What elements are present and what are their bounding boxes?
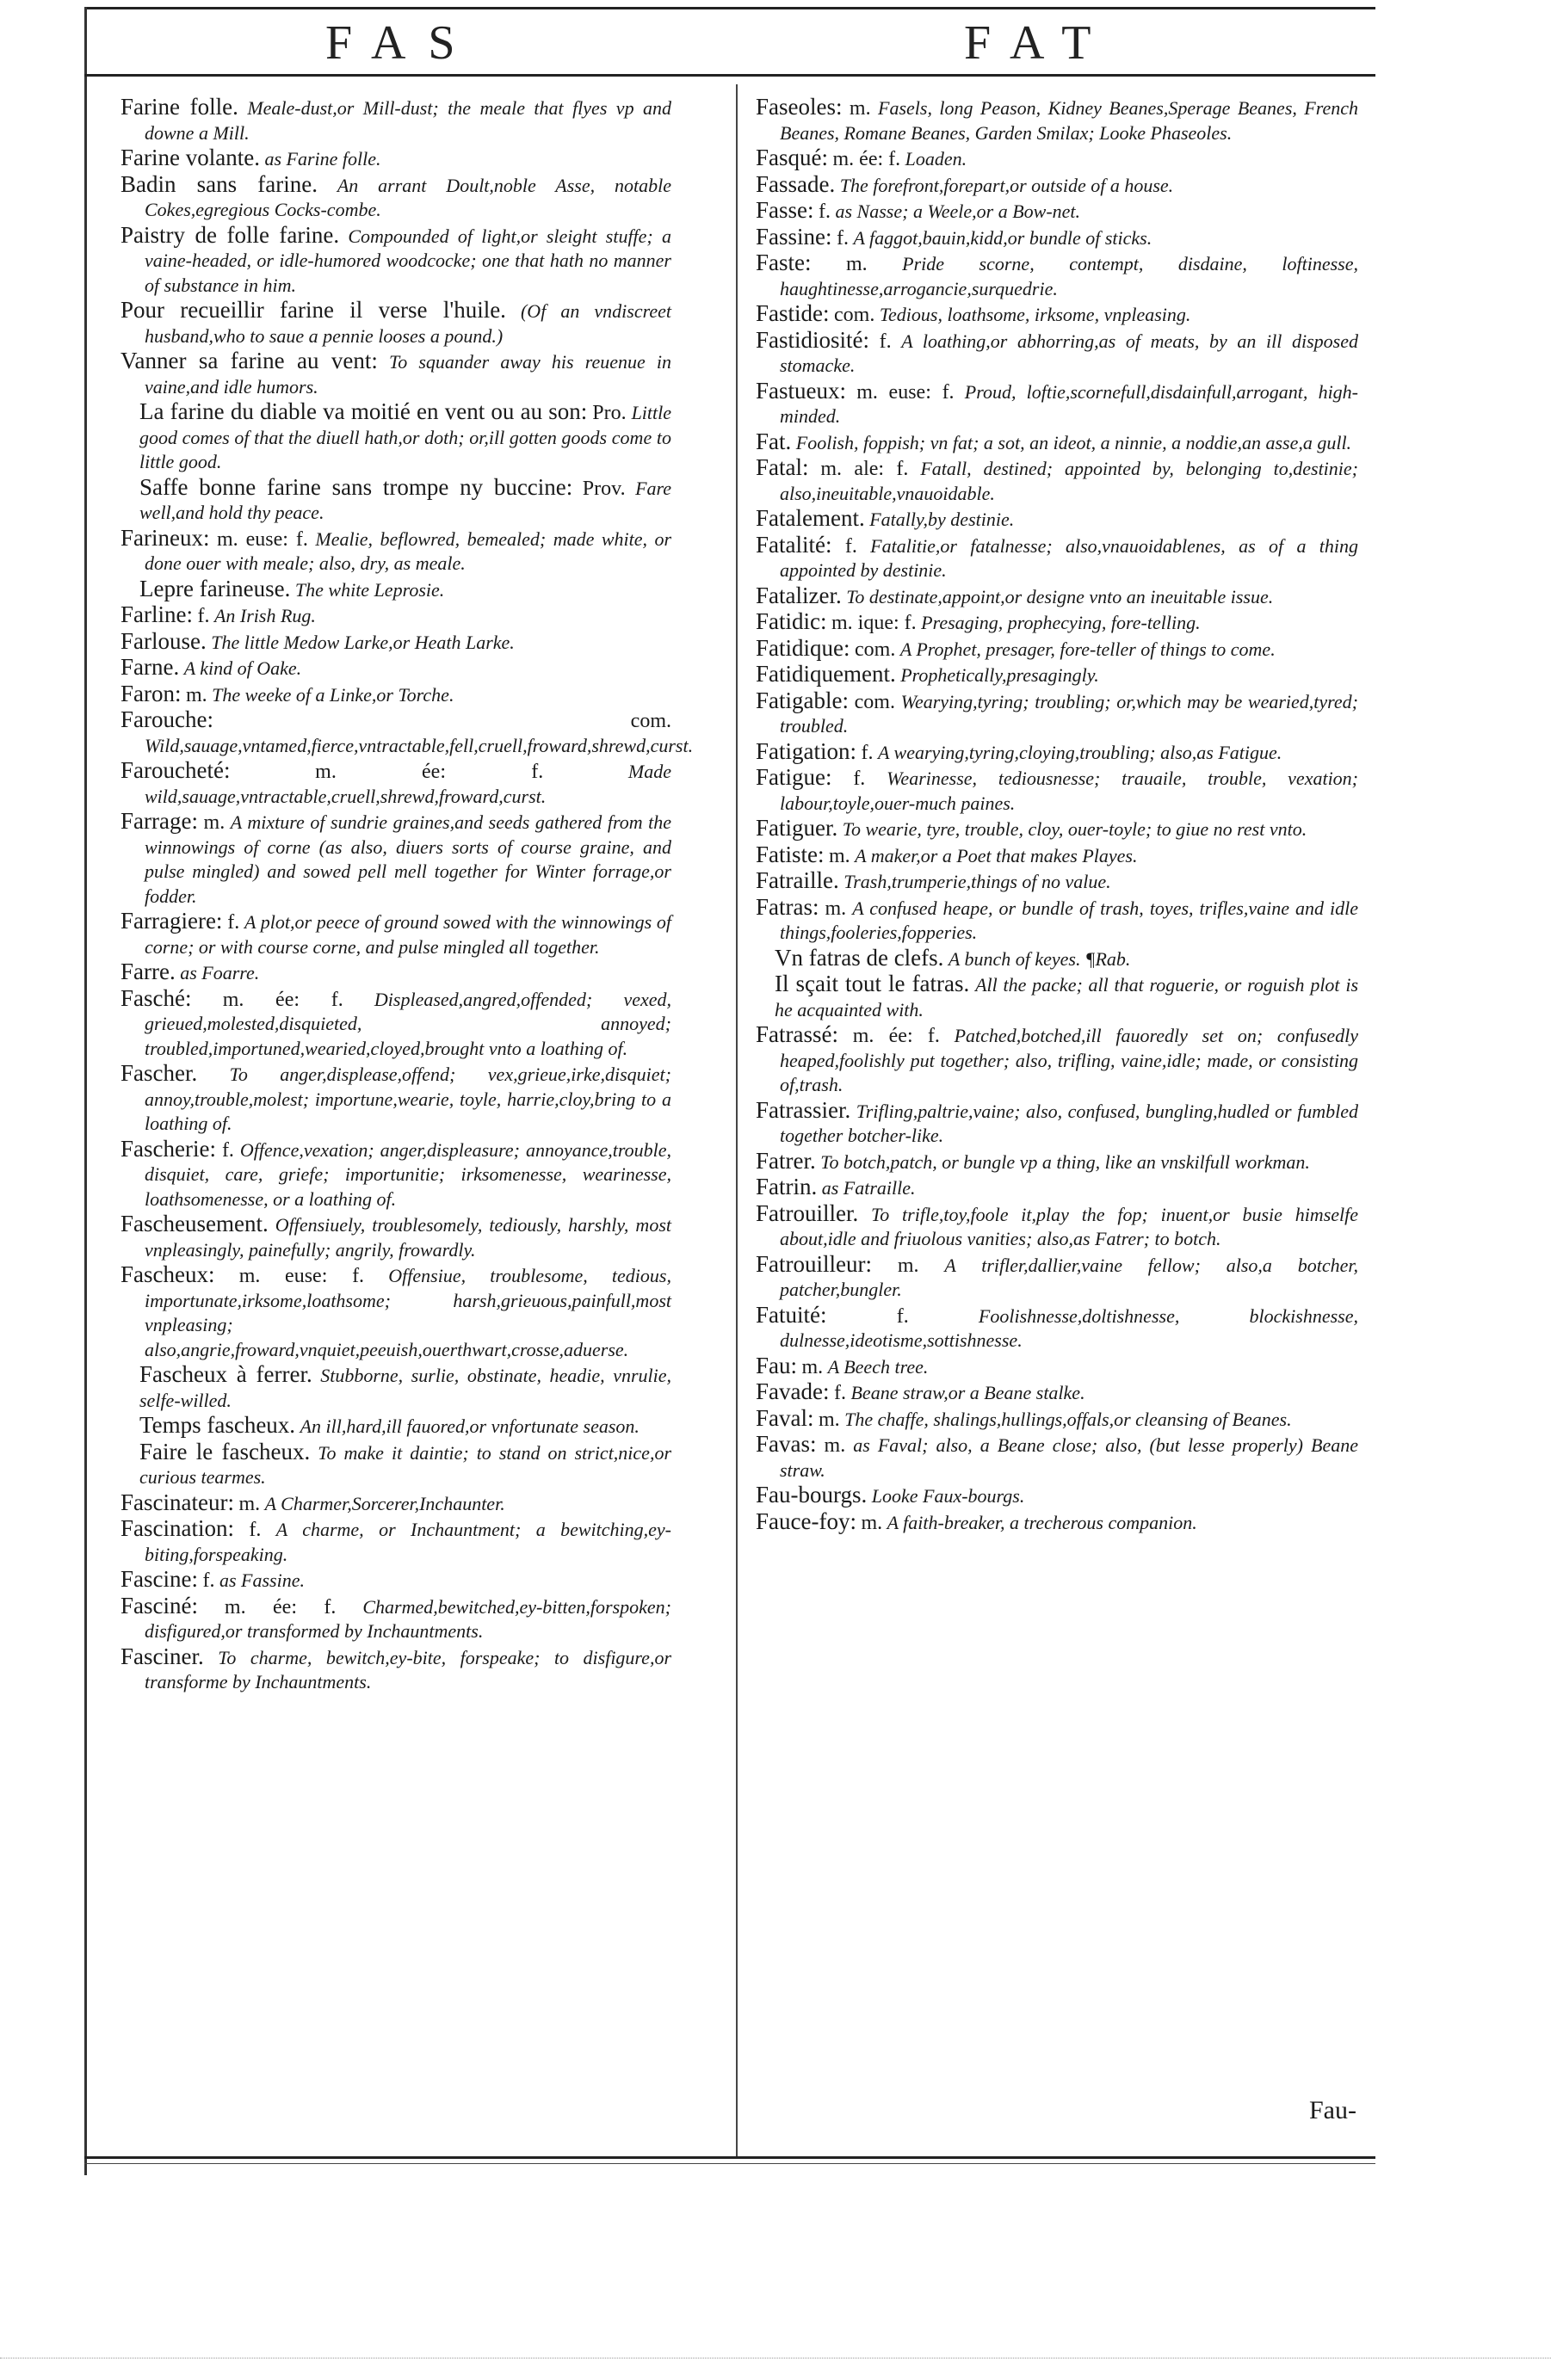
grammar-note: m. ée: f.: [832, 148, 901, 170]
grammar-note: m. euse: f.: [216, 527, 308, 551]
dictionary-entry: [756, 636, 1358, 663]
definition: To squander away his reuenue in vaine,and idle humors.: [145, 351, 671, 398]
dictionary-entry: [120, 1137, 671, 1212]
grammar-note: m. ée: f.: [222, 988, 343, 1011]
headword: Fascheusement.: [120, 1211, 269, 1236]
definition: A wearying,tyring,cloying,troubling; also,as Fatigue.: [878, 741, 1282, 763]
dictionary-entry: [756, 1252, 1358, 1303]
definition: Fare well,and hold thy peace.: [139, 477, 672, 523]
headword: Fasciner.: [120, 1643, 204, 1669]
definition: Fasels, long Peason, Kidney Beanes,Sperage Beanes, French Beanes, Romane Beanes, Garden Smilax; Looke Phaseoles.: [780, 97, 1359, 144]
headword: Fascher.: [120, 1060, 198, 1086]
grammar-note: m. ée: f.: [224, 1595, 337, 1619]
dictionary-entry: [756, 1353, 1358, 1380]
dictionary-entry: [756, 1201, 1358, 1252]
right-column: [756, 95, 1358, 1535]
dictionary-entry: [120, 95, 671, 145]
headword: Farline:: [120, 601, 193, 627]
dictionary-entry: [120, 526, 671, 577]
dictionary-entry: [756, 250, 1358, 301]
headword: Fasché:: [120, 984, 192, 1011]
headword: Favade:: [756, 1378, 830, 1404]
running-header: [84, 15, 1375, 76]
headword: Fasse:: [756, 197, 814, 223]
grammar-note: m. ale: f.: [820, 458, 909, 480]
grammar-note: f.: [879, 330, 892, 353]
headword: Faste:: [756, 250, 812, 275]
dictionary-entry: [756, 842, 1358, 869]
headword: Fatidic:: [756, 608, 827, 634]
definition: A Charmer,Sorcerer,Inchaunter.: [264, 1492, 505, 1514]
header-rule: [84, 74, 1375, 77]
headword: Fascheux à ferrer.: [139, 1361, 312, 1387]
dictionary-entry: [756, 1379, 1358, 1406]
headword: Fascherie:: [120, 1135, 216, 1162]
headword: Fassine:: [756, 223, 832, 250]
definition: A bunch of keyes. ¶Rab.: [948, 947, 1131, 970]
definition: Looke Faux-bourgs.: [871, 1485, 1025, 1507]
dictionary-entry: [756, 95, 1358, 145]
dictionary-entry: [756, 609, 1358, 636]
definition: Little good comes of that the diuell hath,or doth; or,ill gotten goods come to little good.: [139, 402, 672, 472]
dictionary-entry: [120, 475, 671, 526]
headword: Fatal:: [756, 454, 809, 480]
headword: Fastidiosité:: [756, 326, 870, 353]
headword: Fatiste:: [756, 841, 825, 867]
headword: Fasqué:: [756, 145, 828, 170]
headword: Fatalité:: [756, 531, 832, 558]
definition: The little Medow Larke,or Heath Larke.: [211, 631, 515, 653]
headword: Fassade.: [756, 170, 836, 197]
headword: Farine volante.: [120, 145, 260, 170]
headword: Lepre farineuse.: [139, 575, 291, 601]
running-head-left: FAS: [325, 16, 478, 70]
definition: Trash,trumperie,things of no value.: [843, 871, 1111, 892]
dictionary-entry: [120, 1061, 671, 1137]
headword: Fascination:: [120, 1515, 234, 1541]
dictionary-entry: [756, 172, 1358, 199]
headword: Badin sans farine.: [120, 170, 318, 197]
headword: Farine folle.: [120, 94, 238, 120]
headword: Fatalizer.: [756, 582, 842, 608]
headword: Fatuité:: [756, 1301, 827, 1328]
dictionary-entry: [756, 868, 1358, 895]
headword: Vn fatras de clefs.: [775, 944, 944, 971]
headword: Fatrassier.: [756, 1096, 851, 1123]
headword: Fatiguer.: [756, 815, 838, 841]
definition: (Of an vndiscreet husband,who to saue a pennie looses a pound.): [145, 300, 671, 347]
dictionary-entry: [120, 681, 671, 708]
grammar-note: m. ique: f.: [831, 612, 917, 634]
headword: Farouche:: [120, 706, 213, 732]
headword: Favas:: [756, 1431, 817, 1457]
dictionary-entry: [120, 1413, 671, 1440]
headword: Fat.: [756, 428, 792, 454]
headword: Fatrouilleur:: [756, 1250, 872, 1277]
definition: A mixture of sundrie graines,and seeds gathered from the winnowings of corne (as also, diuers sorts of course graine, and pulse mingled) and sowed pell mell together for Winter forrage,or fodder.: [145, 811, 672, 907]
definition: To charme, bewitch,ey-bite, forspeake; to disfigure,or transforme by Inchauntments.: [145, 1646, 672, 1693]
grammar-note: f.: [227, 911, 240, 934]
definition: Fatalitie,or fatalnesse; also,vnauoidablenes, as of a thing appointed by destinie.: [780, 534, 1359, 581]
definition: A charme, or Inchauntment; a bewitching,ey-biting,forspeaking.: [145, 1519, 671, 1565]
definition: A Beech tree.: [827, 1355, 929, 1378]
dictionary-entry: [756, 1022, 1358, 1098]
dictionary-entry: [756, 1303, 1358, 1353]
dictionary-entry: [756, 328, 1358, 379]
headword: Fatrin.: [756, 1174, 818, 1199]
dictionary-entry: [120, 602, 671, 629]
dictionary-entry: [756, 765, 1358, 816]
grammar-note: f.: [844, 534, 857, 558]
definition: Trifling,paltrie,vaine; also, confused, bungling,hudled or fumbled together botcher-like.: [780, 1100, 1358, 1146]
headword: Farre.: [120, 959, 176, 984]
dictionary-entry: [756, 429, 1358, 456]
definition: Wearinesse, tediousnesse; trauaile, trouble, vexation; labour,toyle,ouer-much paines.: [780, 768, 1359, 814]
definition: as Fassine.: [219, 1569, 305, 1591]
dictionary-entry: [120, 348, 671, 399]
definition: To trifle,toy,foole it,play the fop; inuent,or busie himselfe about,idle and friuolous vanities; also,as Fatrer; to botch.: [780, 1203, 1359, 1249]
dictionary-entry: [120, 172, 671, 223]
grammar-note: f.: [221, 1138, 234, 1162]
definition: To make it daintie; to stand on strict,nice,or curious tearmes.: [139, 1441, 672, 1488]
column-separator: [736, 84, 738, 2158]
definition: A plot,or peece of ground sowed with the winnowings of corne; or with course corne, and pulse mingled all together.: [145, 911, 672, 958]
grammar-note: f.: [197, 605, 210, 627]
definition: Prophetically,presagingly.: [900, 664, 1099, 686]
headword: Fatras:: [756, 893, 819, 920]
definition: A faith-breaker, a trecherous companion.: [887, 1511, 1197, 1533]
definition: Foolishnesse,doltishnesse, blockishnesse, dulnesse,ideotisme,sottishnesse.: [780, 1304, 1358, 1351]
grammar-note: f.: [896, 1304, 909, 1328]
dictionary-entry: [120, 959, 671, 986]
headword: Fatigation:: [756, 737, 856, 764]
grammar-note: f.: [819, 200, 831, 223]
headword: Fatrouiller.: [756, 1199, 859, 1226]
dictionary-entry: [120, 1594, 671, 1644]
dictionary-entry: [756, 946, 1358, 972]
definition: A maker,or a Poet that makes Playes.: [855, 844, 1138, 866]
grammar-note: m.: [203, 811, 226, 834]
headword: Fatidiquement.: [756, 661, 896, 687]
headword: Fatrer.: [756, 1147, 816, 1174]
dictionary-entry: [120, 986, 671, 1062]
definition: Foolish, foppish; vn fat; a sot, an ideot, a ninnie, a noddie,an asse,a gull.: [795, 431, 1352, 453]
headword: Farne.: [120, 654, 180, 680]
dictionary-entry: [120, 1262, 671, 1362]
definition: An ill,hard,ill fauored,or vnfortunate season.: [300, 1415, 640, 1437]
definition: Meale-dust,or Mill-dust; the meale that flyes vp and downe a Mill.: [145, 97, 671, 144]
headword: Fatraille.: [756, 867, 839, 893]
left-margin-rule: [84, 7, 87, 2175]
grammar-note: m. ée: f.: [315, 761, 544, 783]
definition: Beane straw,or a Beane stalke.: [850, 1382, 1085, 1403]
headword: Saffe bonne farine sans trompe ny buccine:: [139, 473, 573, 500]
grammar-note: f.: [202, 1569, 215, 1592]
dictionary-entry: [120, 223, 671, 299]
headword: Fatidique:: [756, 634, 850, 661]
headword: Temps fascheux.: [139, 1412, 296, 1438]
definition: Made wild,sauage,vntractable,cruell,shrewd,froward,curst.: [145, 761, 671, 807]
definition: Pride scorne, contempt, disdaine, loftinesse, haughtinesse,arrogancie,surquedrie.: [780, 253, 1358, 299]
grammar-note: com.: [834, 304, 875, 326]
dictionary-entry: [120, 1567, 671, 1594]
dictionary-entry: [756, 1432, 1358, 1483]
grammar-note: m.: [801, 1355, 824, 1378]
bottom-rule-thin: [84, 2163, 1375, 2164]
definition: The weeke of a Linke,or Torche.: [212, 683, 454, 706]
dictionary-entry: [120, 909, 671, 959]
dictionary-entry: [756, 379, 1358, 429]
definition: Fatally,by destinie.: [869, 509, 1015, 530]
definition: The white Leprosie.: [294, 578, 445, 601]
headword: Fauce-foy:: [756, 1508, 856, 1534]
headword: Farouchеté:: [120, 757, 231, 783]
headword: Fatigue:: [756, 764, 832, 790]
headword: Paistry de folle farine.: [120, 221, 340, 248]
definition: Proud, loftie,scornefull,disdainfull,arrogant, high-minded.: [780, 380, 1359, 427]
headword: Farlouse.: [120, 627, 207, 654]
grammar-note: m. euse: f.: [856, 380, 955, 404]
dictionary-entry: [756, 145, 1358, 172]
headword: Il sçait tout le fatras.: [775, 971, 970, 996]
grammar-note: m.: [238, 1492, 261, 1515]
grammar-note: com.: [630, 710, 671, 732]
dictionary-entry: [120, 1362, 671, 1413]
definition: To botch,patch, or bungle vp a thing, like an vnskilfull workman.: [820, 1150, 1310, 1173]
headword: Fau:: [756, 1352, 798, 1378]
dictionary-entry: [756, 198, 1358, 225]
left-column: [120, 94, 694, 1695]
running-head-right: FAT: [964, 16, 1114, 70]
headword: Faval:: [756, 1404, 814, 1431]
dictionary-entry: [120, 1644, 671, 1695]
dictionary-page: [84, 7, 1375, 2175]
grammar-note: m.: [819, 1408, 840, 1431]
headword: Faseoles:: [756, 94, 843, 120]
definition: Stubborne, surlie, obstinate, headie, vnrulie, selfe-willed.: [139, 1365, 672, 1411]
headword: Vanner sa farine au vent:: [120, 348, 378, 373]
dictionary-entry: [756, 1406, 1358, 1433]
headword: Farrage:: [120, 808, 198, 834]
grammar-note: m.: [186, 683, 207, 706]
dictionary-entry: [120, 1490, 671, 1517]
grammar-note: m.: [824, 1434, 846, 1457]
dictionary-entry: [120, 298, 671, 348]
definition: as Faval; also, a Beane close; also, (but lesse properly) Beane straw.: [780, 1434, 1359, 1481]
dictionary-entry: [756, 1483, 1358, 1509]
headword: Fascheux:: [120, 1261, 215, 1287]
headword: Fastueux:: [756, 377, 846, 404]
grammar-note: f.: [861, 741, 874, 764]
dictionary-entry: [120, 809, 671, 909]
grammar-note: m.: [897, 1254, 919, 1277]
headword: Farineux:: [120, 524, 210, 551]
dictionary-entry: [120, 1516, 671, 1567]
definition: A confused heape, or bundle of trash, toyes, trifles,vaine and idle things,fooleries,fopperies.: [780, 897, 1359, 943]
dictionary-entry: [756, 506, 1358, 533]
grammar-note: com.: [854, 690, 895, 713]
headword: Fascinateur:: [120, 1489, 234, 1515]
grammar-note: f.: [853, 768, 866, 790]
definition: To wearie, tyre, trouble, cloy, ouer-toyle; to giue no rest vnto.: [842, 818, 1307, 840]
headword: Pour recueillir farine il verse l'huile.: [120, 297, 506, 323]
definition: Tedious, loathsome, irksome, vnpleasing.: [879, 304, 1191, 325]
definition: Mealie, beflowred, bemealed; made white, or done ouer with meale; also, dry, as meale.: [145, 527, 672, 574]
dictionary-entry: [756, 1098, 1358, 1149]
definition: All the packe; all that roguerie, or roguish plot is he acquainted with.: [775, 974, 1359, 1020]
grammar-note: f.: [837, 226, 850, 250]
dictionary-entry: [756, 688, 1358, 739]
headword: Faron:: [120, 680, 182, 706]
dictionary-entry: [756, 971, 1358, 1022]
definition: A loathing,or abhorring,as of meats, by an ill disposed stomacke.: [780, 330, 1359, 376]
grammar-note: m.: [829, 844, 850, 867]
headword: Farragiere:: [120, 908, 223, 934]
definition: as Farine folle.: [264, 148, 381, 170]
grammar-note: m. euse: f.: [238, 1265, 365, 1287]
dictionary-entry: [756, 1175, 1358, 1201]
dictionary-entry: [756, 455, 1358, 506]
grammar-note: Prov.: [582, 477, 626, 500]
definition: as Nasse; a Weele,or a Bow-net.: [835, 200, 1081, 222]
headword: Fau-bourgs.: [756, 1482, 868, 1508]
grammar-note: com.: [855, 638, 896, 661]
definition: as Foarre.: [180, 962, 260, 983]
dictionary-entry: [120, 399, 671, 475]
grammar-note: Pro.: [592, 402, 627, 424]
headword: Faire le fascheux.: [139, 1438, 311, 1464]
definition: A Prophet, presager, fore-teller of things to come.: [899, 638, 1276, 660]
grammar-note: m.: [846, 253, 868, 275]
dictionary-entry: [756, 1149, 1358, 1175]
headword: Fastide:: [756, 300, 830, 326]
dictionary-entry: [756, 301, 1358, 328]
headword: Fatrassé:: [756, 1021, 838, 1047]
dictionary-entry: [756, 816, 1358, 842]
dictionary-entry: [120, 145, 671, 172]
dictionary-entry: [756, 225, 1358, 251]
definition: Patched,botched,ill fauoredly set on; confusedly heaped,foolishly put together; also, trifling, vaine,idle; made, or consisting of,trash.: [780, 1025, 1358, 1095]
definition: Fatall, destined; appointed by, belonging to,destinie; also,ineuitable,vnauoidable.: [780, 458, 1358, 504]
definition: The chaffe, shalings,hullings,offals,or cleansing of Beanes.: [844, 1408, 1292, 1430]
definition: Offence,vexation; anger,displeasure; annoyance,trouble, disquiet, care, griefe; importunitie; irksomenesse, wearinesse, loathsomenesse, or a loathing of.: [145, 1138, 671, 1210]
headword: Fatalement.: [756, 505, 865, 531]
dictionary-entry: [756, 583, 1358, 610]
definition: To anger,displease,offend; vex,grieue,irke,disquiet; annoy,trouble,molest; importune,wearie, toyle, harrie,cloy,bring to a loathing of.: [145, 1064, 671, 1134]
grammar-note: m. ée: f.: [852, 1025, 940, 1047]
definition: Compounded of light,or sleight stuffe; a vaine-headed, or idle-humored woodcocke; one that hath no manner of substance in him.: [145, 225, 671, 296]
dictionary-entry: [120, 706, 694, 758]
grammar-note: m.: [825, 897, 847, 920]
grammar-note: m.: [849, 97, 871, 120]
headword: Fasciné:: [120, 1592, 198, 1619]
definition: An Irish Rug.: [213, 605, 316, 626]
dictionary-entry: [120, 577, 671, 603]
definition: as Fatraille.: [821, 1177, 916, 1199]
definition: Wild,sauage,vntamed,fierce,vntractable,fell,cruell,froward,shrewd,curst.: [145, 734, 694, 756]
definition: A kind of Oake.: [183, 657, 302, 679]
headword: Fascine:: [120, 1566, 198, 1592]
definition: Displeased,angred,offended; vexed, grieued,molested,disquieted, annoyed; troubled,importuned,wearied,cloyed,brought vnto a loathing of.: [145, 988, 672, 1059]
dictionary-entry: [120, 655, 671, 681]
dictionary-entry: [756, 739, 1358, 766]
definition: Presaging, prophecying, fore-telling.: [921, 612, 1201, 633]
definition: Offensiue, troublesome, tedious, importunate,irksome,loathsome; harsh,grieuous,painfull,most vnpleasing; also,angrie,froward,vnquiet,peeuish,ouerthwart,crosse,aduerse.: [145, 1265, 671, 1360]
definition: The forefront,forepart,or outside of a house.: [839, 174, 1174, 196]
bottom-rule: [84, 2156, 1375, 2159]
dictionary-entry: [756, 1509, 1358, 1536]
grammar-note: f.: [833, 1382, 846, 1404]
definition: Offensiuely, troublesomely, tediously, harshly, most vnpleasingly, painefully; angrily, frowardly.: [145, 1214, 671, 1261]
headword: La farine du diable va moitié en vent ou au son:: [139, 398, 588, 424]
definition: Loaden.: [905, 148, 967, 170]
definition: A trifler,dallier,vaine fellow; also,a botcher, patcher,bungler.: [780, 1254, 1359, 1300]
catchword: Fau-: [1309, 2096, 1356, 2124]
definition: An arrant Doult,noble Asse, notable Cokes,egregious Cocks-combe.: [145, 174, 671, 220]
definition: A faggot,bauin,kidd,or bundle of sticks.: [853, 226, 1152, 249]
dictionary-entry: [120, 758, 671, 809]
dictionary-entry: [120, 1212, 671, 1262]
definition: Wearying,tyring; troubling; or,which may be wearied,tyred; troubled.: [780, 690, 1358, 737]
dictionary-entry: [756, 533, 1358, 583]
definition: Charmed,bewitched,ey-bitten,forspoken; disfigured,or transformed by Inchauntments.: [145, 1595, 671, 1642]
dictionary-entry: [120, 1440, 671, 1490]
top-rule: [84, 7, 1375, 9]
grammar-note: m.: [861, 1511, 883, 1534]
dictionary-entry: [756, 662, 1358, 688]
dictionary-entry: [756, 895, 1358, 946]
dictionary-entry: [120, 629, 671, 656]
grammar-note: f.: [249, 1519, 262, 1541]
definition: To destinate,appoint,or designe vnto an ineuitable issue.: [846, 585, 1274, 607]
headword: Fatigable:: [756, 687, 849, 713]
